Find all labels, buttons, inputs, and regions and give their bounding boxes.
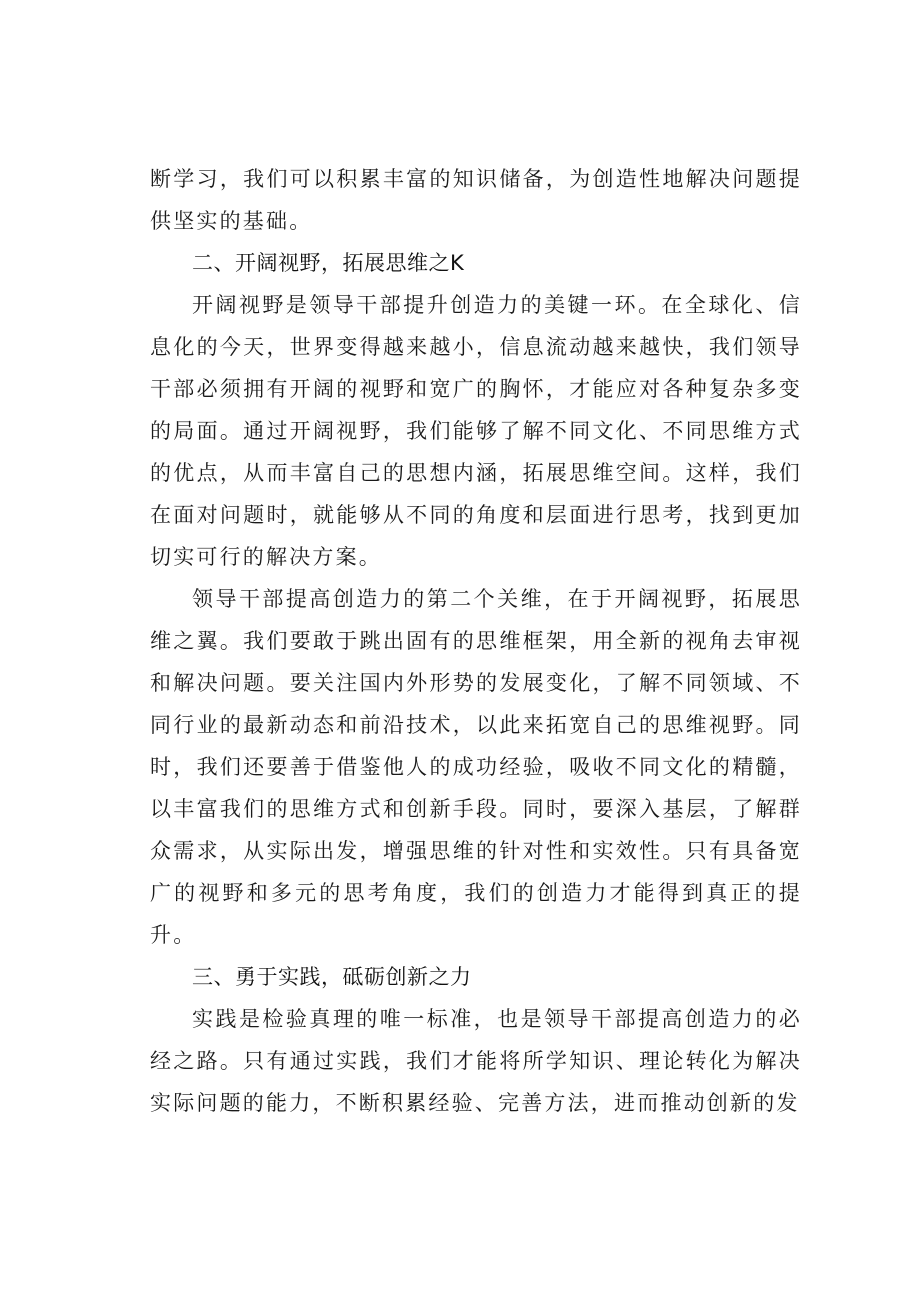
- paragraph-continuation: 断学习，我们可以积累丰富的知识储备，为创造性地解决问题提供坚实的基础。: [150, 167, 802, 233]
- document-body: [150, 158, 802, 1124]
- paragraph-3: 实践是检验真理的唯一标准，也是领导干部提高创造力的必经之路。只有通过实践，我们才能将所学知识、理论转化为解决实际问题的能力，不断积累经验、完善方法，进而推动创新的发: [150, 1007, 802, 1115]
- section-heading-3: 三、勇于实践，砥砺创新之力: [192, 965, 472, 989]
- paragraph-1: 开阔视野是领导干部提升创造力的美键一环。在全球化、信息化的今天，世界变得越来越小，信息流动越来越快，我们领导干部必须拥有开阔的视野和宽广的胸怀，才能应对各种复杂多变的局面。通过开阔视野，我们能够了解不同文化、不同思维方式的优点，从而丰富自己的思想内涵，拓展思维空间。这样，我们在面对问题时，就能够从不同的角度和层面进行思考，找到更加切实可行的解决方案。: [150, 293, 802, 569]
- paragraph-2: 领导干部提高创造力的第二个关维，在于开阔视野，拓展思维之翼。我们要敢于跳出固有的思维框架，用全新的视角去审视和解决问题。要关注国内外形势的发展变化，了解不同领域、不同行业的最新动态和前沿技术，以此来拓宽自己的思维视野。同时，我们还要善于借鉴他人的成功经验，吸收不同文化的精髓，以丰富我们的思维方式和创新手段。同时，要深入基层，了解群众需求，从实际出发，增强思维的针对性和实效性。只有具备宽广的视野和多元的思考角度，我们的创造力才能得到真正的提升。: [150, 587, 802, 947]
- section-heading-2: 二、开阔视野，拓展思维之K: [192, 251, 465, 275]
